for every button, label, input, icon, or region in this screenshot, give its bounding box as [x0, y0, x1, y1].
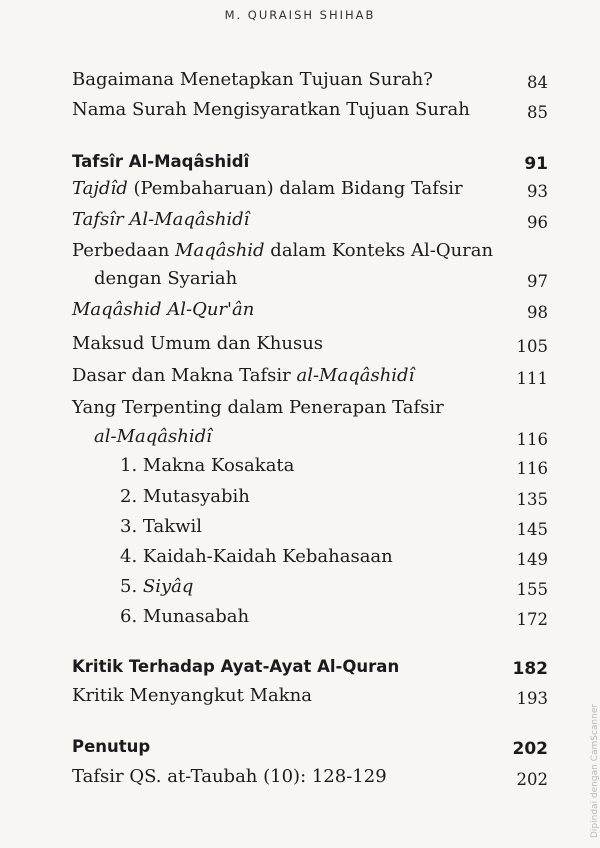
toc-entry-page: 135 [516, 490, 548, 509]
toc-entry-title: 2. Mutasyabih [120, 486, 250, 507]
toc-entry [72, 684, 548, 708]
toc-section-title: Kritik Terhadap Ayat-Ayat Al-Quran [72, 657, 400, 676]
toc-entry-title: (Pembaharuan) dalam Bidang Tafsir [127, 178, 463, 199]
toc-entry-title: Perbedaan [72, 240, 176, 261]
toc-entry-title: Dasar dan Makna Tafsir [72, 365, 297, 386]
toc-entry-page: 96 [527, 213, 548, 232]
toc-entry-title: 6. Munasabah [120, 606, 250, 627]
toc-entry-page: 98 [527, 303, 548, 322]
toc-entry-page: 93 [527, 182, 548, 201]
toc-entry-continuation [94, 267, 548, 291]
scanner-watermark [578, 620, 600, 840]
toc-subentry [120, 485, 548, 509]
toc-entry-title: Maksud Umum dan Khusus [72, 333, 324, 354]
scanner-watermark-text: Dipindai dengan CamScanner [590, 703, 600, 838]
toc-entry-title: 5. [120, 576, 143, 597]
toc-entry-title: Kritik Menyangkut Makna [72, 685, 312, 706]
toc-entry-page: 149 [516, 550, 548, 569]
toc-entry-title-italic: Tajdîd [72, 178, 128, 199]
toc-entry-title-italic: Siyâq [142, 576, 194, 597]
toc-entry-title: Maqâshid Al-Qur'ân [72, 299, 255, 320]
toc-entry-page: 85 [527, 103, 548, 122]
toc-entry-page: 84 [527, 73, 548, 92]
toc-subentry [120, 575, 548, 599]
toc-entry [72, 177, 548, 201]
toc-entry [72, 239, 548, 263]
toc-subentry [120, 515, 548, 539]
toc-entry [72, 364, 548, 388]
toc-entry-title: Bagaimana Menetapkan Tujuan Surah? [72, 69, 433, 90]
toc-entry-page: 172 [516, 610, 548, 629]
toc-entry-continuation [94, 425, 548, 449]
toc-entry-page: 91 [524, 154, 548, 174]
toc-subentry [120, 605, 548, 629]
toc-entry-title: Yang Terpenting dalam Penerapan Tafsir [72, 397, 444, 418]
toc-subentry [120, 545, 548, 569]
toc-section-heading [72, 735, 548, 759]
running-head: M. QURAISH SHIHAB [224, 8, 376, 22]
toc-entry-title: Tafsîr Al-Maqâshidî [72, 209, 250, 230]
toc-entry-title-italic: al-Maqâshidî [296, 365, 415, 386]
toc-entry-title: dengan Syariah [94, 268, 238, 289]
toc-entry-page: 105 [516, 337, 548, 356]
toc-entry-page: 111 [516, 369, 548, 388]
toc-entry-title: Tafsir QS. at-Taubah (10): 128-129 [72, 766, 387, 787]
toc-entry-page: 145 [516, 520, 548, 539]
toc-section-title: Tafsîr Al-Maqâshidî [72, 152, 250, 171]
toc-entry-title: 1. Makna Kosakata [120, 455, 295, 476]
toc-subentry [120, 454, 548, 478]
toc-entry-title-italic: Maqâshid [175, 240, 265, 261]
toc-entry-title: Nama Surah Mengisyaratkan Tujuan Surah [72, 99, 470, 120]
toc-entry-title: 4. Kaidah-Kaidah Kebahasaan [120, 546, 393, 567]
toc-entry [72, 68, 548, 92]
toc-entry-title: al-Maqâshidî [94, 426, 212, 447]
toc-entry [72, 98, 548, 122]
toc-entry [72, 765, 548, 789]
toc-entry-title: 3. Takwil [120, 516, 203, 537]
toc-entry [72, 396, 548, 420]
toc-entry-page: 193 [516, 689, 548, 708]
toc-entry [72, 298, 548, 322]
toc-entry-page: 202 [516, 770, 548, 789]
toc-entry-page: 202 [512, 739, 548, 759]
toc-section-heading [72, 655, 548, 679]
toc-entry-page: 116 [516, 430, 548, 449]
toc-section-title: Penutup [72, 737, 151, 756]
toc-entry-page: 182 [512, 659, 548, 679]
toc-entry-page: 116 [516, 459, 548, 478]
toc-entry [72, 332, 548, 356]
toc-entry-page: 97 [527, 272, 548, 291]
toc-entry-title: dalam Konteks Al-Quran [264, 240, 494, 261]
toc-entry-page: 155 [516, 580, 548, 599]
toc-entry [72, 208, 548, 232]
toc-section-heading [72, 150, 548, 174]
